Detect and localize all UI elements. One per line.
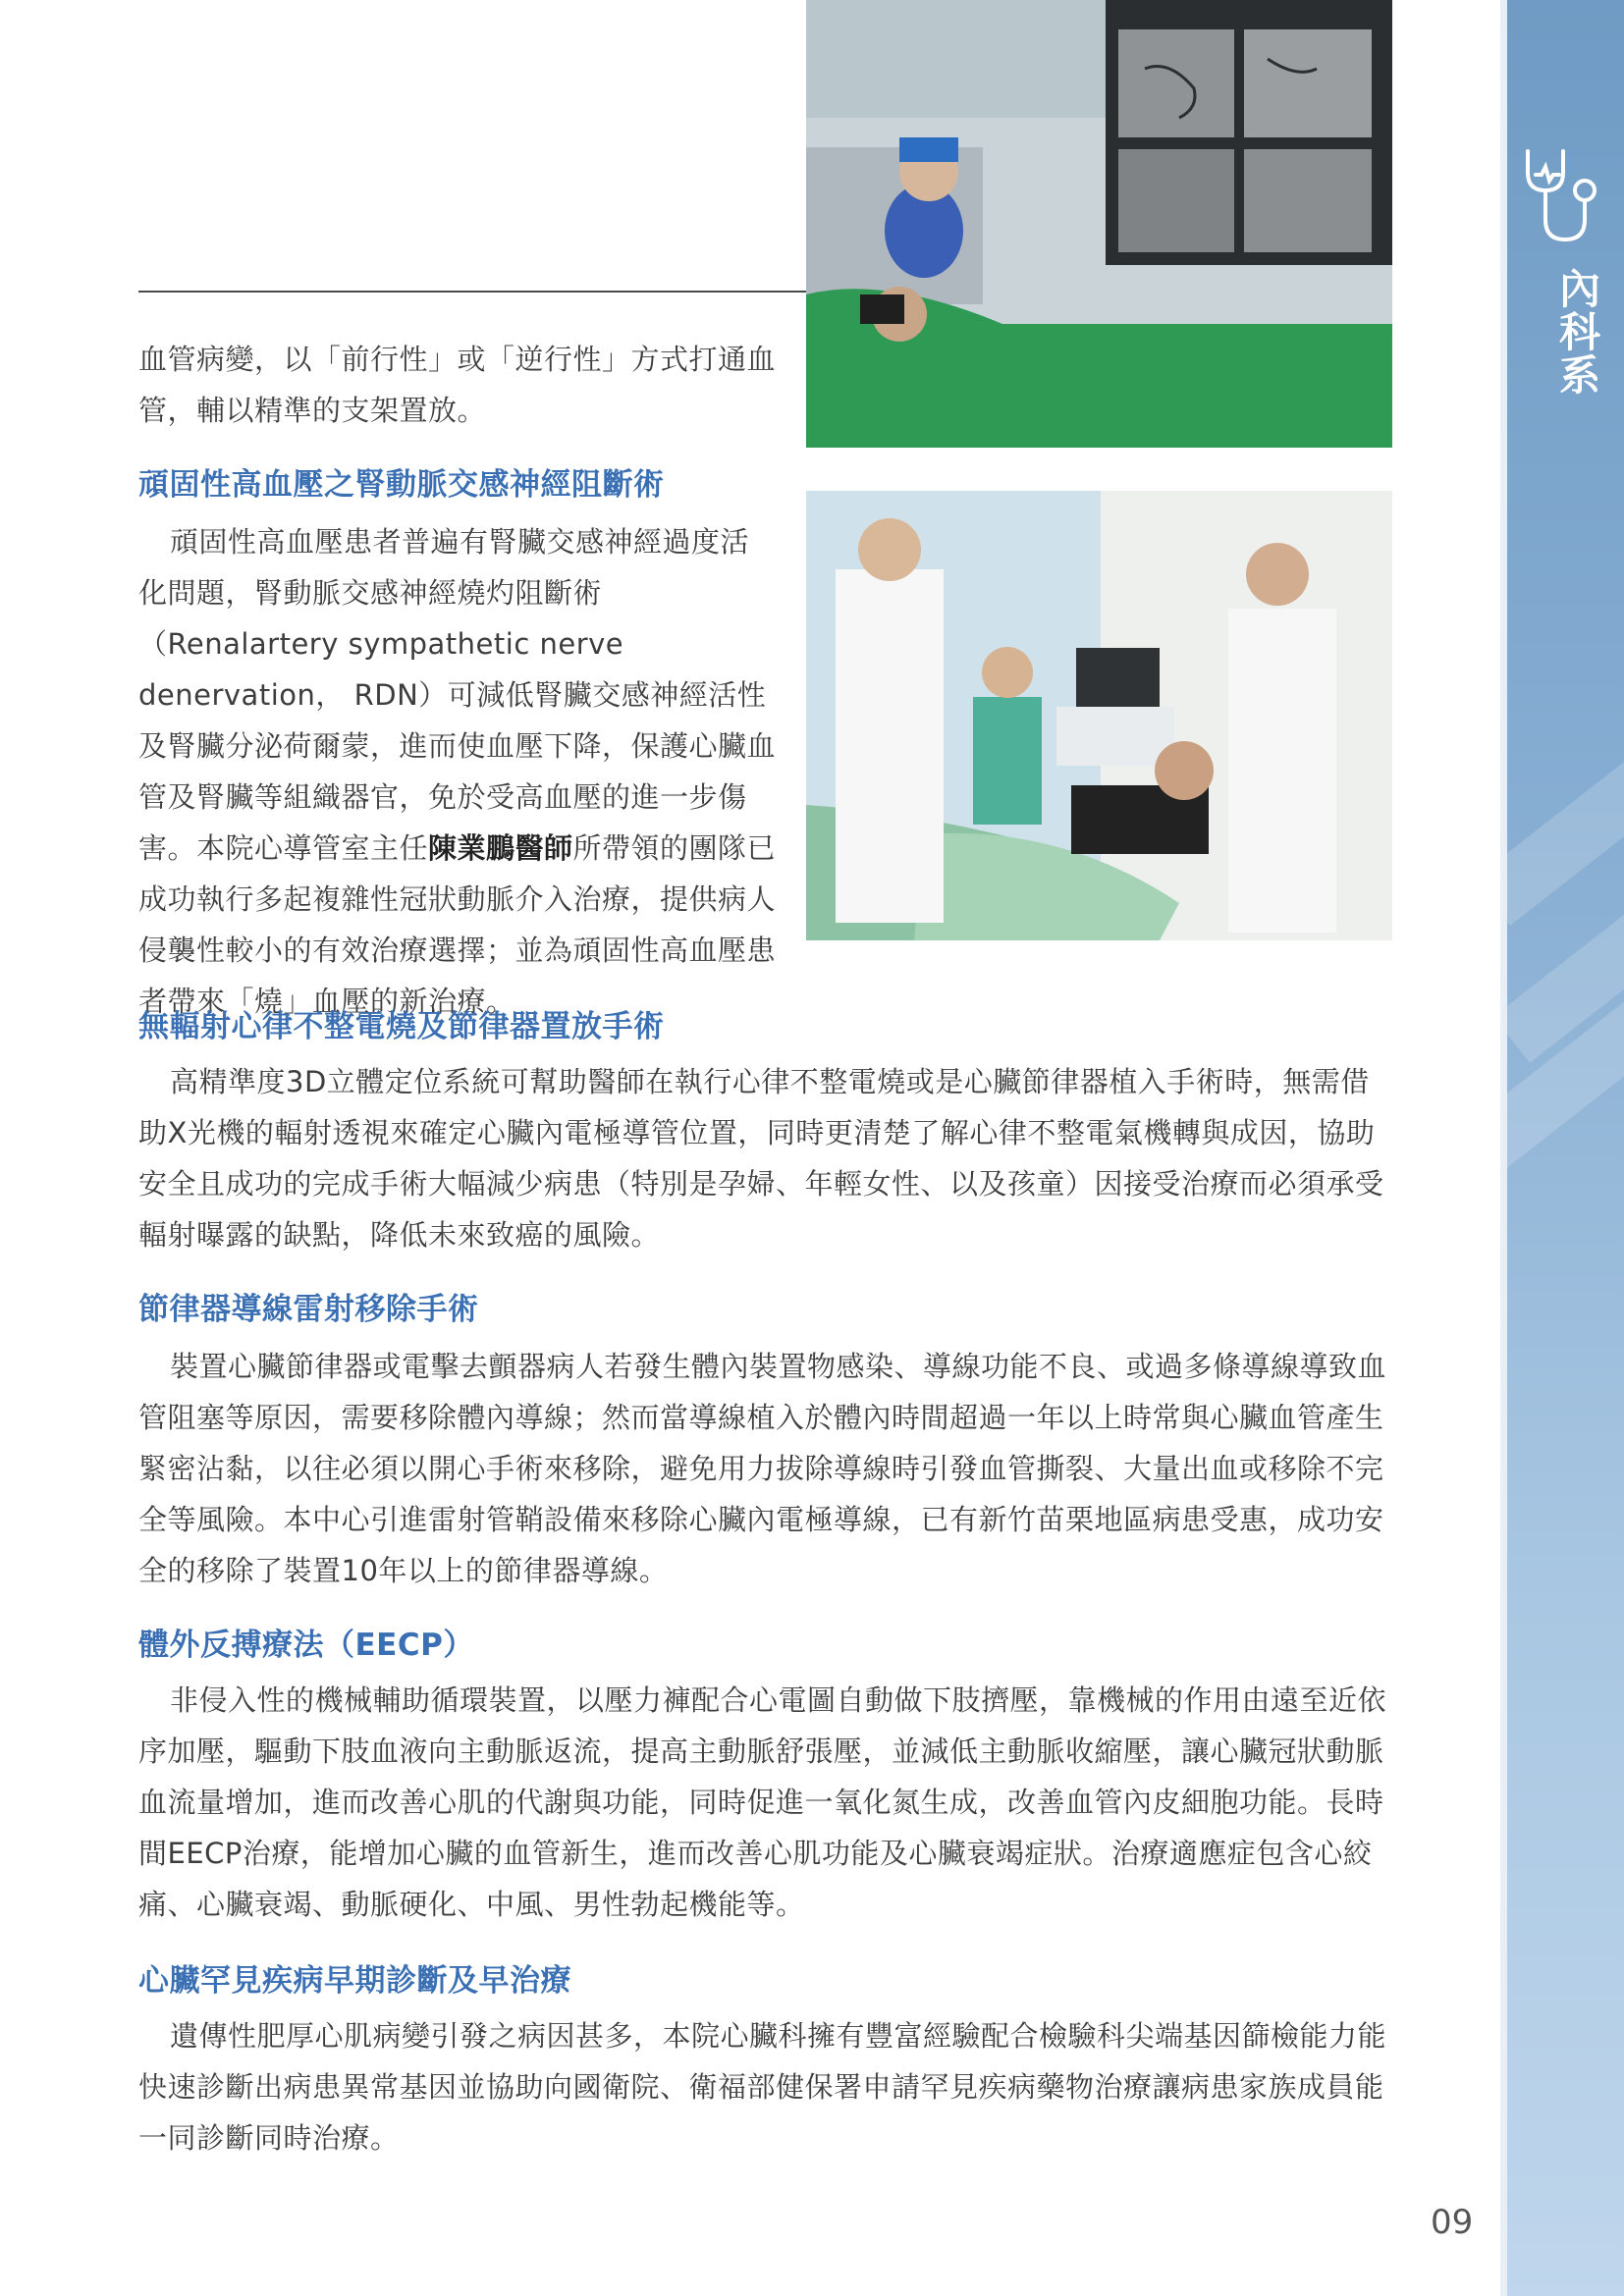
cath-lab-photo <box>806 0 1392 448</box>
body-text: 所帶領的團隊已成功執行多起複雜性冠狀動脈介入治療，提供病人侵襲性較小的有效治療選擇；並為頑固性高血壓患者帶來「燒」血壓的新治療。 <box>138 831 777 1018</box>
section-body-rare-disease: 遺傳性肥厚心肌病變引發之病因甚多，本院心臟科擁有豐富經驗配合檢驗科尖端基因篩檢能力能快速診斷出病患異常基因並協助向國衛院、衛福部健保署申請罕見疾病藥物治療讓病患家族成員能一同診斷同時治療。 <box>138 2019 1387 2155</box>
doctor-name: 陳業鵬醫師 <box>428 831 573 865</box>
section-heading-eecp: 體外反搏療法（EECP） <box>138 1628 474 1663</box>
section-body-laser-lead: 裝置心臟節律器或電擊去顫器病人若發生體內裝置物感染、導線功能不良、或過多條導線導致血管阻塞等原因，需要移除體內導線；然而當導線植入於體內時間超過一年以上時常與心臟血管產生緊密沾黏，以往必須以開心手術來移除，避免用力拔除導線時引發血管撕裂、大量出血或移除不完全等風險。本中心引進雷射管鞘設備來移除心臟內電極導線，已有新竹苗栗地區病患受惠，成功安全的移除了裝置10年以上的節律器導線。 <box>138 1350 1387 1587</box>
section-heading-rare-disease: 心臟罕見疾病早期診斷及早治療 <box>138 1963 571 1999</box>
section-body-eecp: 非侵入性的機械輔助循環裝置，以壓力褲配合心電圖自動做下肢擠壓，靠機械的作用由遠至近依序加壓，驅動下肢血液向主動脈返流，提高主動脈舒張壓，並減低主動脈收縮壓，讓心臟冠狀動脈血流量增加，進而改善心肌的代謝與功能，同時促進一氧化氮生成，改善血管內皮細胞功能。長時間EECP治療，能增加心臟的血管新生，進而改善心肌功能及心臟衰竭症狀。治療適應症包含心絞痛、心臟衰竭、動脈硬化、中風、男性勃起機能等。 <box>138 1683 1387 1921</box>
section-body-rdn <box>138 516 777 1027</box>
cath-lab-illustration <box>806 0 1392 448</box>
section-heading-laser-lead: 節律器導線雷射移除手術 <box>138 1292 479 1327</box>
band-streak <box>1507 625 1624 926</box>
section-heading-rdn: 頑固性高血壓之腎動脈交感神經阻斷術 <box>138 467 665 503</box>
side-band-edge <box>1500 0 1507 2296</box>
section-heading-ablation: 無輻射心律不整電燒及節律器置放手術 <box>138 1009 665 1044</box>
body-text: 頑固性高血壓患者普遍有腎臟交感神經過度活化問題，腎動脈交感神經燒灼阻斷術（Renalartery sympathetic nerve denervation， RDN）可減低腎臟交感神經活性及腎臟分泌荷爾蒙，進而使血壓下降，保護心臟血管及腎臟等組織器官，免於受高血壓的進一步傷害。本院心導管室主任 <box>138 525 777 865</box>
department-title: 內科系 <box>1553 267 1601 397</box>
ultrasound-ward-photo <box>806 491 1392 940</box>
stethoscope-icon <box>1520 147 1610 245</box>
page-number: 09 <box>1431 2203 1474 2242</box>
section-body-ablation: 高精準度3D立體定位系統可幫助醫師在執行心律不整電燒或是心臟節律器植入手術時，無需借助X光機的輻射透視來確定心臟內電極導管位置，同時更清楚了解心律不整電氣機轉與成因，協助安全且成功的完成手術大幅減少病患（特別是孕婦、年輕女性、以及孩童）因接受治療而必須承受輻射曝露的缺點，降低未來致癌的風險。 <box>138 1065 1384 1252</box>
intro-continuation-text: 血管病變，以「前行性」或「逆行性」方式打通血管，輔以精準的支架置放。 <box>138 343 777 427</box>
ward-illustration <box>806 491 1392 940</box>
top-rule <box>138 291 806 293</box>
